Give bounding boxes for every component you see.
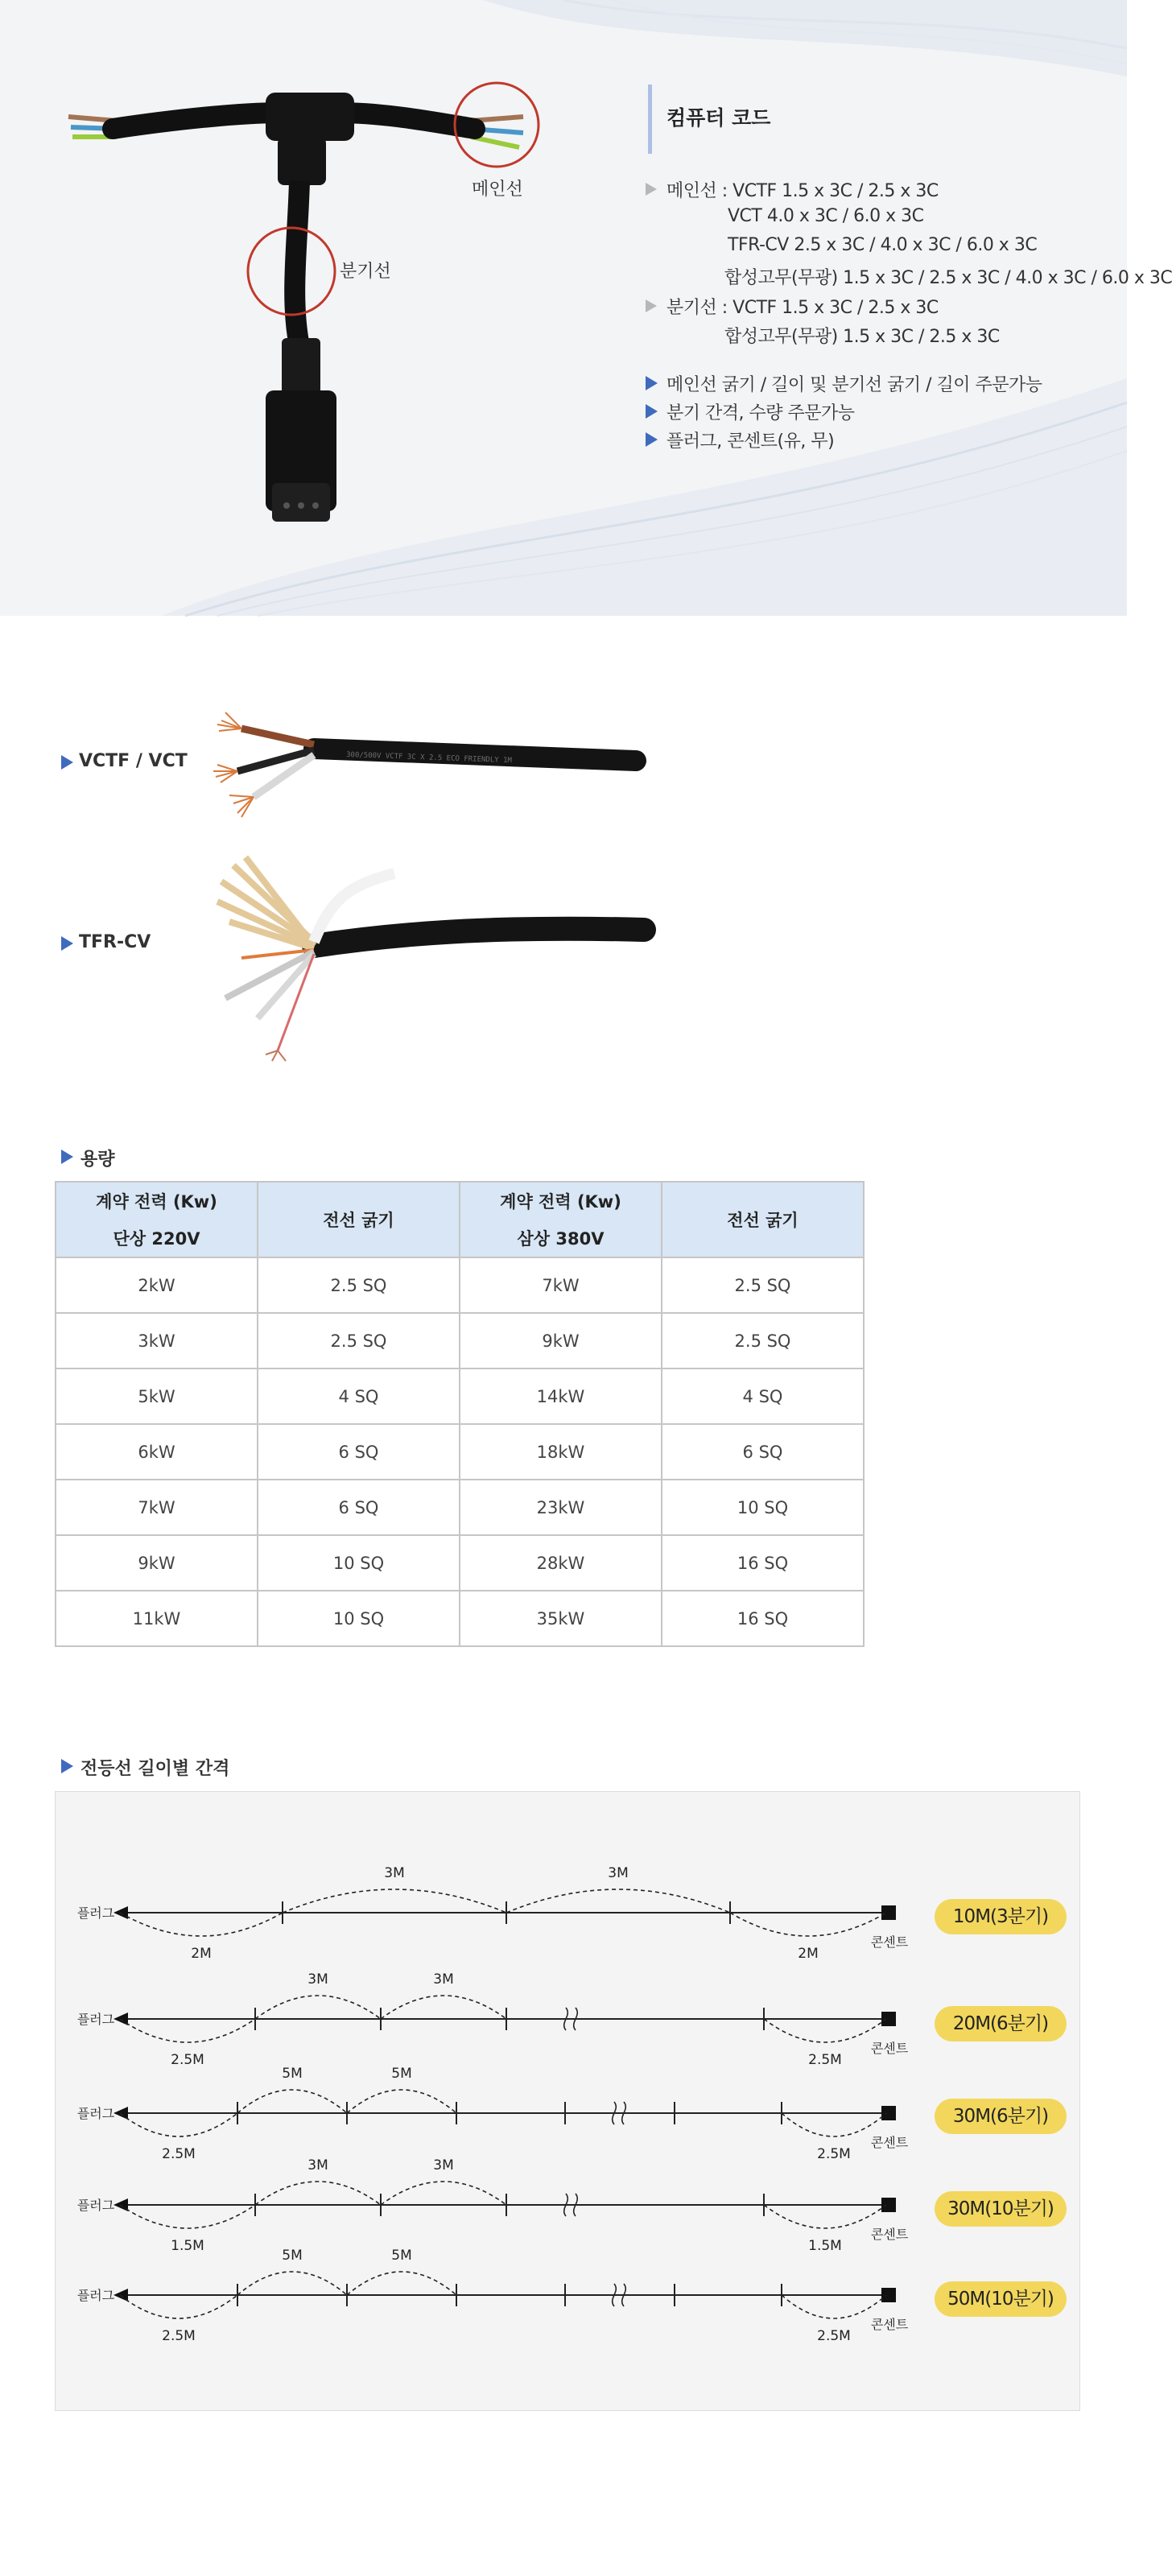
table-cell: 28kW [460,1535,662,1591]
tfrcv-cable-photo [185,853,668,1063]
spacing-diagram-lines [56,1792,1079,2410]
branch-cable-photo [0,0,612,616]
dimension-arc [764,2019,886,2042]
table-row [56,1257,864,1313]
outlet-square-icon [881,2288,896,2302]
outlet-square-icon [881,2198,896,2212]
table-row [56,1535,864,1591]
table-cell: 23kW [460,1480,662,1535]
dimension-arc [730,1913,886,1936]
table-cell: 6kW [56,1424,258,1480]
length-badge: 30M(10분기) [935,2191,1067,2227]
dimension-arc [120,2295,237,2318]
table-cell: 7kW [460,1257,662,1313]
dimension-arc [782,2113,886,2136]
branch-spacing-label: 3M [384,1865,405,1881]
spacing-heading: 전등선 길이별 간격 [80,1759,230,1779]
outlet-square-icon [881,2106,896,2120]
dimension-arc [255,2182,381,2205]
dimension-arc [782,2295,886,2318]
end-spacing-label: 2.5M [171,2052,204,2068]
table-cell: 9kW [56,1535,258,1591]
dimension-arc [255,1996,381,2019]
cable-jacket-print: 300/500V VCTF 3C X 2.5 ECO FRIENDLY 1M [345,751,513,766]
table-cell: 2.5 SQ [662,1313,864,1368]
table-cell: 10 SQ [258,1591,460,1646]
branch-spacing-label: 3M [608,1865,629,1881]
header-wire-single: 전선 굵기 [258,1182,460,1257]
branch-spacing-label: 5M [282,2248,303,2264]
table-cell: 7kW [56,1480,258,1535]
dimension-arc [283,1889,506,1913]
spacing-diagram [55,1791,1080,2411]
title-accent-bar [648,85,652,154]
dimension-arc [506,1889,730,1913]
table-cell: 10 SQ [662,1480,864,1535]
table-cell: 2.5 SQ [662,1257,864,1313]
table-cell: 6 SQ [258,1480,460,1535]
branch-spacing-label: 3M [433,1971,454,1988]
table-cell: 16 SQ [662,1535,864,1591]
bullet-triangle-icon [646,299,657,312]
outlet-label: 콘센트 [870,2041,909,2056]
length-badge: 50M(10분기) [935,2281,1067,2317]
dimension-arc [347,2272,456,2295]
plug-label: 플러그 [76,1905,115,1921]
bullet-triangle-icon [646,404,658,419]
outlet-label: 콘센트 [870,2227,909,2242]
end-spacing-label: 2.5M [817,2328,851,2344]
length-badge: 10M(3분기) [935,1899,1067,1934]
product-hero [0,0,1172,616]
bullet-triangle-icon [61,1150,73,1164]
main-line-spec-4: 합성고무(무광) 1.5 x 3C / 2.5 x 3C / 4.0 x 3C / 6.0 x 3C [724,268,1172,288]
outlet-label: 콘센트 [870,1934,909,1950]
table-cell: 4 SQ [662,1368,864,1424]
table-cell: 6 SQ [662,1424,864,1480]
callout-main-line: 메인선 [472,180,523,200]
table-cell: 2kW [56,1257,258,1313]
branch-spacing-label: 5M [391,2066,412,2082]
bullet-triangle-icon [61,755,73,770]
cable-label-tfrcv: TFR-CV [79,932,151,952]
main-line-prefix: 메인선 : [666,181,733,201]
table-cell: 11kW [56,1591,258,1646]
length-badge: 30M(6분기) [935,2099,1067,2134]
table-cell: 5kW [56,1368,258,1424]
outlet-square-icon [881,2012,896,2026]
outlet-square-icon [881,1905,896,1920]
header-power-single: 계약 전력 (Kw) [56,1182,258,1220]
bullet-triangle-icon [61,1759,73,1773]
note-2: 분기 간격, 수량 주문가능 [666,403,855,423]
dimension-arc [237,2090,347,2113]
branch-spacing-label: 3M [307,2157,328,2174]
end-spacing-label: 2M [798,1946,819,1962]
end-spacing-label: 1.5M [171,2238,204,2254]
capacity-heading: 용량 [80,1150,115,1170]
branch-spacing-label: 3M [433,2157,454,2174]
branch-spacing-label: 5M [391,2248,412,2264]
dimension-arc [347,2090,456,2113]
table-cell: 9kW [460,1313,662,1368]
note-3: 플러그, 콘센트(유, 무) [666,431,835,452]
bullet-triangle-icon [646,183,657,196]
table-cell: 14kW [460,1368,662,1424]
table-row [56,1591,864,1646]
outlet-label: 콘센트 [870,2135,909,2150]
dimension-arc [120,2205,255,2228]
main-line-spec-3: TFR-CV 2.5 x 3C / 4.0 x 3C / 6.0 x 3C [728,235,1038,255]
capacity-table [55,1181,865,1647]
header-power-three: 계약 전력 (Kw) [460,1182,662,1220]
main-line-spec-1: VCTF 1.5 x 3C / 2.5 x 3C [732,181,939,201]
header-three-phase: 삼상 380V [460,1220,662,1257]
end-spacing-label: 2.5M [808,2052,842,2068]
dimension-arc [237,2272,347,2295]
branch-line-prefix: 분기선 : [666,298,733,318]
table-cell: 6 SQ [258,1424,460,1480]
outlet-label: 콘센트 [870,2317,909,2332]
dimension-arc [381,1996,506,2019]
dimension-arc [120,2113,237,2136]
table-cell: 2.5 SQ [258,1257,460,1313]
main-line-spec-2: VCT 4.0 x 3C / 6.0 x 3C [728,206,924,226]
cable-label-vctf: VCTF / VCT [79,751,188,771]
table-row [56,1424,864,1480]
table-row [56,1368,864,1424]
bullet-triangle-icon [646,432,658,447]
bullet-triangle-icon [61,936,73,951]
note-1: 메인선 굵기 / 길이 및 분기선 굵기 / 길이 주문가능 [666,375,1042,395]
header-single-phase: 단상 220V [56,1220,258,1257]
plug-label: 플러그 [76,2288,115,2303]
end-spacing-label: 2.5M [162,2328,196,2344]
end-spacing-label: 2.5M [817,2146,851,2162]
table-cell: 4 SQ [258,1368,460,1424]
table-cell: 35kW [460,1591,662,1646]
dimension-arc [764,2205,886,2228]
table-row [56,1480,864,1535]
plug-label: 플러그 [76,2106,115,2121]
table-cell: 16 SQ [662,1591,864,1646]
plug-label: 플러그 [76,2198,115,2213]
spec-title: 컴퓨터 코드 [666,106,771,130]
end-spacing-label: 2.5M [162,2146,196,2162]
callout-branch-line: 분기선 [340,262,391,282]
dimension-arc [120,2019,255,2042]
plug-label: 플러그 [76,2012,115,2027]
vctf-cable-photo [209,700,660,829]
bullet-triangle-icon [646,376,658,390]
length-badge: 20M(6분기) [935,2006,1067,2041]
branch-spacing-label: 5M [282,2066,303,2082]
dimension-arc [120,1913,283,1936]
branch-line-spec-1: VCTF 1.5 x 3C / 2.5 x 3C [732,298,939,318]
end-spacing-label: 1.5M [808,2238,842,2254]
header-wire-three: 전선 굵기 [662,1182,864,1257]
end-spacing-label: 2M [191,1946,212,1962]
table-cell: 10 SQ [258,1535,460,1591]
branch-line-spec-2: 합성고무(무광) 1.5 x 3C / 2.5 x 3C [724,327,1000,347]
table-cell: 18kW [460,1424,662,1480]
branch-spacing-label: 3M [307,1971,328,1988]
table-row [56,1313,864,1368]
dimension-arc [381,2182,506,2205]
table-cell: 2.5 SQ [258,1313,460,1368]
table-cell: 3kW [56,1313,258,1368]
